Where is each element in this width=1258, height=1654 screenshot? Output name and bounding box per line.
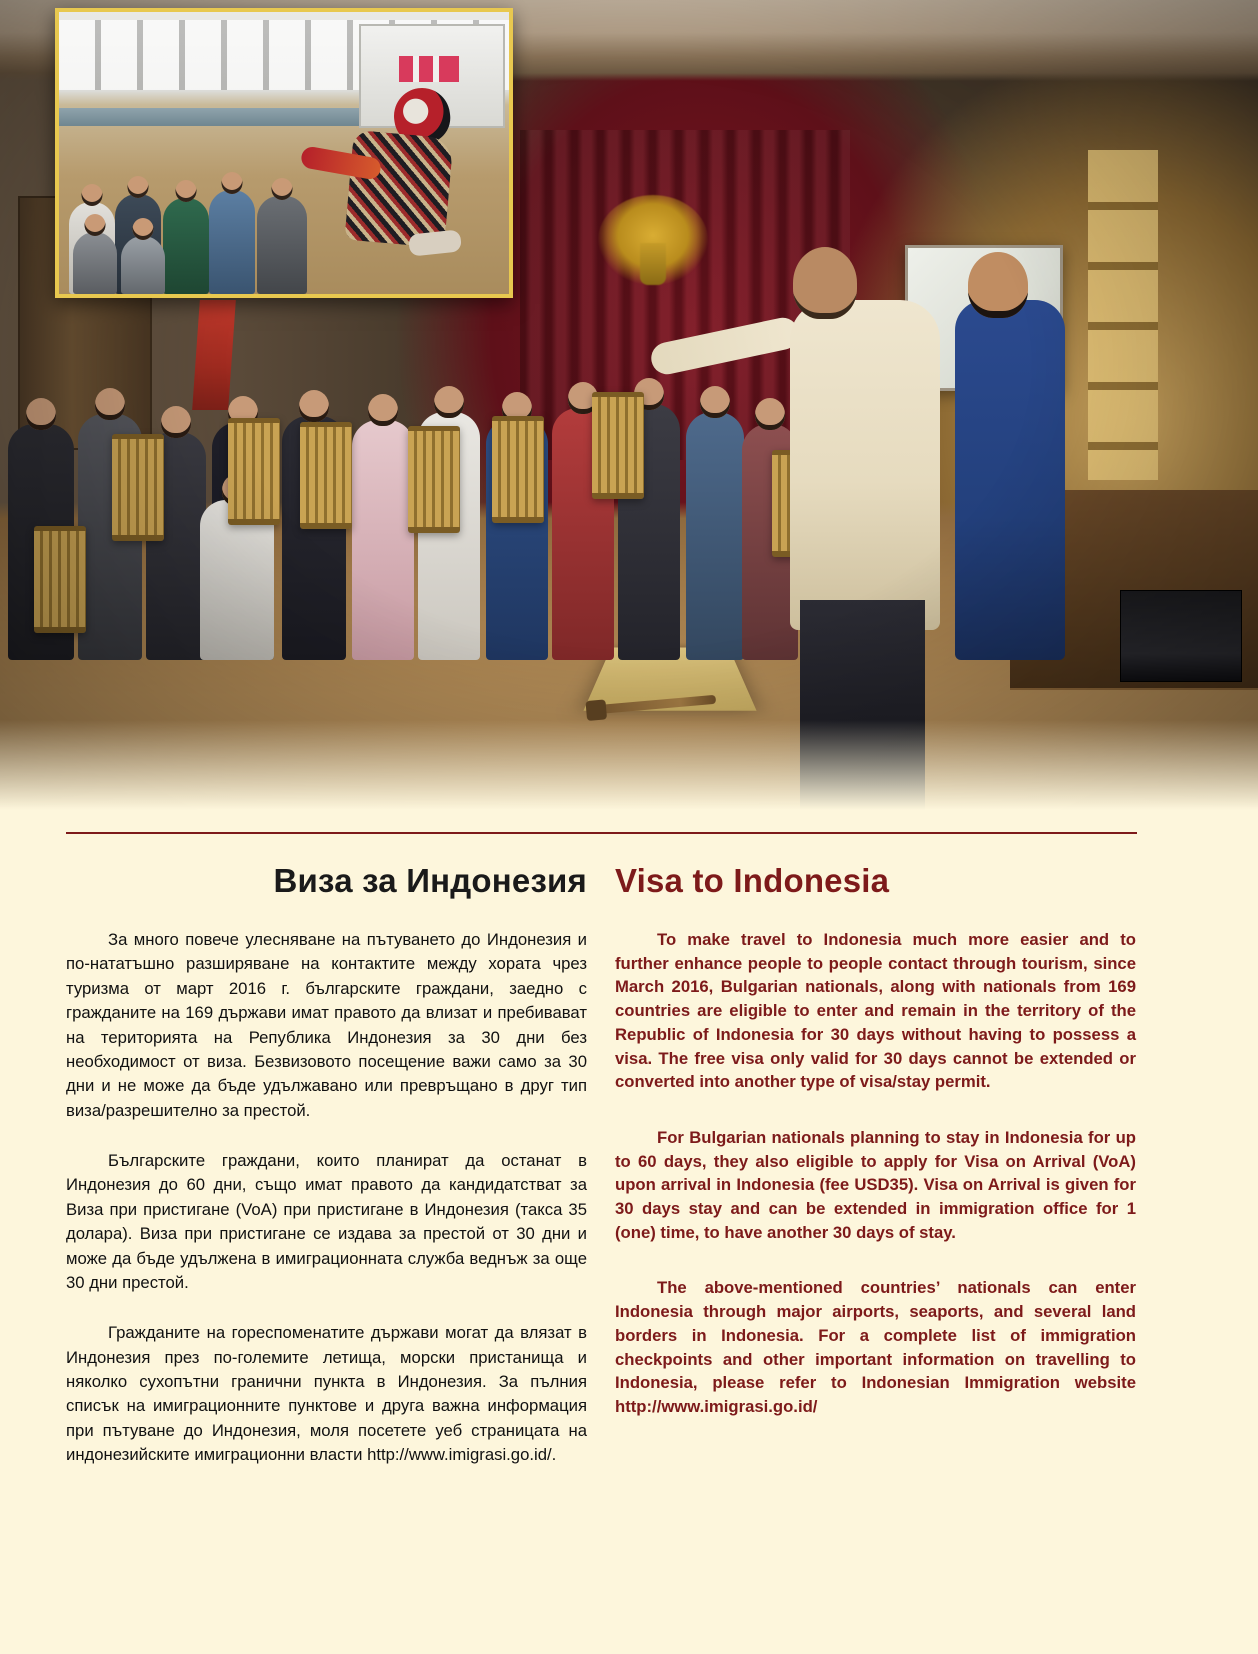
head-icon xyxy=(700,386,730,418)
masked-dancer xyxy=(309,82,459,272)
head-icon xyxy=(222,172,243,194)
head-icon xyxy=(176,180,197,202)
assistant-head-icon xyxy=(968,252,1028,318)
inset-audience-member xyxy=(257,196,307,294)
inset-photo xyxy=(55,8,513,298)
head-icon xyxy=(272,178,293,200)
audience-group xyxy=(0,330,1258,660)
photo-fade xyxy=(0,720,1258,810)
participant xyxy=(352,420,414,660)
paragraph-english-1: To make travel to Indonesia much more easier and to further enhance people to people contact through tourism, since March 2016, Bulgarian nationals, along with nationals from 169 countries are eligible to enter and remain in the territory of the Republic of Indonesia for 30 days without having to possess a visa. The free visa only valid for 30 days cannot be extended or converted into another type of visa/stay permit. xyxy=(615,930,1136,1092)
participant xyxy=(686,412,744,660)
inset-poster xyxy=(399,56,459,82)
head-icon xyxy=(299,390,329,422)
head-icon xyxy=(128,176,149,198)
page-title-bulgarian: Виза за Индонезия xyxy=(273,862,587,899)
dancer-foot xyxy=(408,229,462,256)
head-icon xyxy=(95,388,125,420)
assistant xyxy=(955,300,1065,660)
dancer-costume xyxy=(344,130,453,248)
paragraph-bulgarian-3: Гражданите на горeспоменатите държави могат да влязат в Индонезия през по-големите летища, морски пристанища и няколко сухопътни гранични пункта в Индонезия. За пълния списък на имиграционните пунктове и друга важна информация при пътуване до Индонезия, моля посетете уеб страницата на индонезийските имиграционни власти http://www.imigrasi.go.id/. xyxy=(66,1323,587,1465)
angklung-instrument xyxy=(492,416,544,523)
garuda-emblem-icon xyxy=(598,195,708,285)
inset-audience-member xyxy=(209,190,255,294)
angklung-instrument xyxy=(408,426,460,533)
inset-audience-member xyxy=(73,232,117,294)
page-title-english: Visa to Indonesia xyxy=(615,862,890,899)
angklung-instrument xyxy=(300,422,352,529)
angklung-instrument xyxy=(112,434,164,541)
head-icon xyxy=(368,394,398,426)
paragraph-english-3: The above-mentioned countries’ nationals can enter Indonesia through major airports, seaports, and several land borders in Indonesia. For a complete list of immigration checkpoints and other important information on travelling to Indonesia, please refer to Indonesian Immigration website http://www.imigrasi.go.id/ xyxy=(615,1278,1136,1416)
head-icon xyxy=(82,184,103,206)
head-icon xyxy=(85,214,106,236)
head-icon xyxy=(434,386,464,418)
paragraph-bulgarian-1: За много повече улесняване на пътуването до Индонезия и по-нататъшно разширяване на контактите между хората чрез туризма от март 2016 г. българските граждани, заедно с гражданите на 169 държави имат правото да влизат и пребивават на територията на Република Индонезия за 30 дни без необходимост от виза. Безвизовото посещение важи само за 30 дни и не може да бъде удължавано или превръщано в друг тип виза/разрешително за престой. xyxy=(66,930,587,1120)
angklung-instrument xyxy=(228,418,280,525)
head-icon xyxy=(755,398,785,430)
inset-audience-member xyxy=(121,236,165,294)
head-icon xyxy=(133,218,154,240)
article xyxy=(66,850,1137,1468)
column-bulgarian xyxy=(66,850,587,1468)
presenter-head-icon xyxy=(793,247,857,319)
inset-audience-member xyxy=(163,198,209,294)
head-icon xyxy=(161,406,191,438)
angklung-instrument xyxy=(34,526,86,633)
paragraph-english-2: For Bulgarian nationals planning to stay in Indonesia for up to 60 days, they also eligible to apply for Visa on Arrival (VoA) upon arrival in Indonesia (fee USD35). Visa on Arrival is given for 30 days stay and can be extended in immigration office for 1 (one) time, to have another 30 days of stay. xyxy=(615,1127,1136,1242)
paragraph-bulgarian-2: Българските граждани, които планират да останат в Индонезия до 60 дни, също имат правото да кандидатстват за Виза при пристигане (VoA) при пристигане в Индонезия (такса 35 долара). Виза при пристигане се издава за престой от 30 дни и може да бъде удължена в имиграционната служба веднъж за още 30 дни престой. xyxy=(66,1151,587,1292)
presenter xyxy=(790,300,940,630)
column-english xyxy=(615,850,1136,1468)
section-divider xyxy=(66,832,1137,834)
head-icon xyxy=(26,398,56,430)
angklung-instrument xyxy=(592,392,644,499)
